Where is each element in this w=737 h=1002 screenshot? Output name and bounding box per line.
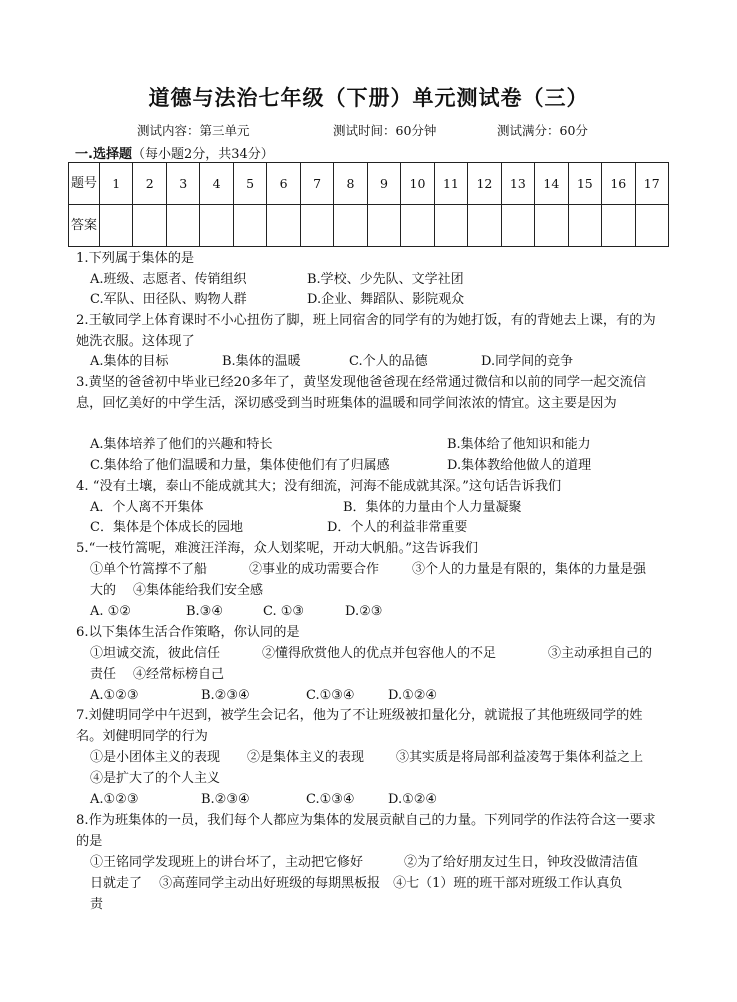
number-cell: 8 bbox=[334, 163, 367, 205]
answer-cell[interactable] bbox=[401, 205, 434, 247]
q5-statement-2: ②事业的成功需要合作 bbox=[249, 562, 380, 577]
q6-statement-4: ④经常标榜自己 bbox=[133, 667, 225, 682]
answer-cell[interactable] bbox=[602, 205, 635, 247]
answer-cell[interactable] bbox=[300, 205, 333, 247]
number-cell: 17 bbox=[635, 163, 669, 205]
number-cell: 14 bbox=[535, 163, 568, 205]
q6-statement-3: ③主动承担自己的 bbox=[548, 646, 653, 661]
q2-option-a: A.集体的目标 bbox=[90, 354, 169, 369]
section-label: 一.选择题 bbox=[75, 147, 132, 162]
q6-option-d: D.①②④ bbox=[388, 688, 438, 703]
q5-option-c: C. ①③ bbox=[263, 604, 305, 619]
answer-cell[interactable] bbox=[501, 205, 534, 247]
answer-cell[interactable] bbox=[100, 205, 133, 247]
number-cell: 2 bbox=[133, 163, 166, 205]
q7-statement-3: ③其实质是将局部利益凌驾于集体利益之上 bbox=[396, 750, 644, 765]
q8-statement-4-cont: 责 bbox=[90, 897, 104, 912]
q3-option-a: A.集体培养了他们的兴趣和特长 bbox=[90, 437, 273, 452]
q6-option-c: C.①③④ bbox=[306, 688, 355, 703]
answer-cell[interactable] bbox=[635, 205, 669, 247]
q1-option-a: A.班级、志愿者、传销组织 bbox=[90, 272, 247, 287]
q7-statement-2: ②是集体主义的表现 bbox=[247, 750, 365, 765]
answer-cell[interactable] bbox=[367, 205, 400, 247]
number-cell: 16 bbox=[602, 163, 635, 205]
q6-option-b: B.②③④ bbox=[201, 688, 250, 703]
q6-stem: 6.以下集体生活合作策略，你认同的是 bbox=[76, 625, 300, 640]
q6-statement-3-cont: 责任 bbox=[90, 667, 117, 682]
q5-option-b: B.③④ bbox=[186, 604, 223, 619]
answer-cell[interactable] bbox=[434, 205, 467, 247]
answer-table bbox=[68, 162, 669, 247]
section-heading bbox=[75, 143, 274, 162]
number-cell: 12 bbox=[468, 163, 501, 205]
q8-statement-2: ②为了给好朋友过生日，钟玫没做清洁值 bbox=[404, 855, 639, 870]
q6-statement-2: ②懂得欣赏他人的优点并包容他人的不足 bbox=[262, 646, 497, 661]
q5-option-a: A. ①② bbox=[90, 604, 131, 619]
number-cell: 7 bbox=[300, 163, 333, 205]
q4-option-b: B．集体的力量由个人力量凝聚 bbox=[343, 500, 522, 515]
q2-option-d: D.同学间的竞争 bbox=[481, 354, 574, 369]
q7-stem: 7.刘健明同学中午迟到，被学生会记名，他为了不让班级被扣量化分，就谎报了其他班级同学的姓名。刘健明同学的行为 bbox=[76, 708, 643, 744]
q2-stem: 2.王敏同学上体育课时不小心扭伤了脚，班上同宿舍的同学有的为她打饭，有的背她去上课，有的为她洗衣服。这体现了 bbox=[76, 313, 656, 349]
number-cell: 6 bbox=[267, 163, 300, 205]
row-header-number: 题号 bbox=[69, 163, 100, 205]
test-time: 测试时间：60分钟 bbox=[333, 123, 437, 138]
q7-statement-1: ①是小团体主义的表现 bbox=[90, 750, 221, 765]
q1-option-d: D.企业、舞蹈队、影院观众 bbox=[307, 292, 465, 307]
q3-option-c: C.集体给了他们温暖和力量，集体使他们有了归属感 bbox=[90, 458, 390, 473]
q3-option-d: D.集体教给他做人的道理 bbox=[447, 458, 592, 473]
q5-statement-3: ③个人的力量是有限的，集体的力量是强 bbox=[412, 562, 647, 577]
q7-option-d: D.①②④ bbox=[388, 792, 438, 807]
answer-cell[interactable] bbox=[200, 205, 233, 247]
number-cell: 13 bbox=[501, 163, 534, 205]
q2-option-b: B.集体的温暖 bbox=[222, 354, 301, 369]
q8-stem: 8.作为班集体的一员，我们每个人都应为集体的发展贡献自己的力量。下列同学的作法符合这一要求的是 bbox=[76, 813, 656, 849]
q5-statement-1: ①单个竹篙撑不了船 bbox=[90, 562, 208, 577]
number-cell: 9 bbox=[367, 163, 400, 205]
row-header-answer: 答案 bbox=[69, 205, 100, 247]
q8-statements-3-4: 日就走了 ③高莲同学主动出好班级的每期黑板报 ④七（1）班的班干部对班级工作认真负 bbox=[90, 876, 623, 891]
number-cell: 1 bbox=[100, 163, 133, 205]
q7-option-a: A.①②③ bbox=[90, 792, 139, 807]
number-cell: 3 bbox=[166, 163, 199, 205]
question-number-row bbox=[69, 163, 669, 205]
q7-option-b: B.②③④ bbox=[201, 792, 250, 807]
answer-cell[interactable] bbox=[133, 205, 166, 247]
q7-statement-4: ④是扩大了的个人主义 bbox=[90, 771, 221, 786]
q6-statement-1: ①坦诚交流，彼此信任 bbox=[90, 646, 221, 661]
q2-option-c: C.个人的品德 bbox=[349, 354, 428, 369]
answer-cell[interactable] bbox=[535, 205, 568, 247]
q3-option-b: B.集体给了他知识和能力 bbox=[447, 437, 591, 452]
q5-statement-4: ④集体能给我们安全感 bbox=[133, 583, 264, 598]
test-score: 测试满分：60分 bbox=[497, 123, 588, 138]
q4-stem: 4. “没有土壤，泰山不能成就其大；没有细流，河海不能成就其深。”这句话告诉我们 bbox=[76, 479, 562, 494]
number-cell: 5 bbox=[233, 163, 266, 205]
q3-stem: 3.黄坚的爸爸初中毕业已经20多年了，黄坚发现他爸爸现在经常通过微信和以前的同学一起交流信息，回忆美好的中学生活，深切感受到当时班集体的温暖和同学间浓浓的情宜。这主要是因为 bbox=[76, 375, 647, 411]
q5-option-d: D.②③ bbox=[345, 604, 383, 619]
answer-row bbox=[69, 205, 669, 247]
answer-cell[interactable] bbox=[568, 205, 601, 247]
q8-statement-1: ①王铭同学发现班上的讲台坏了，主动把它修好 bbox=[90, 855, 364, 870]
q7-option-c: C.①③④ bbox=[306, 792, 355, 807]
number-cell: 15 bbox=[568, 163, 601, 205]
q6-option-a: A.①②③ bbox=[90, 688, 139, 703]
section-note: （每小题2分，共34分） bbox=[131, 147, 274, 162]
answer-cell[interactable] bbox=[468, 205, 501, 247]
q1-stem: 1.下列属于集体的是 bbox=[76, 251, 195, 266]
answer-cell[interactable] bbox=[267, 205, 300, 247]
q4-option-a: A．个人离不开集体 bbox=[90, 500, 204, 515]
test-content: 测试内容：第三单元 bbox=[137, 123, 250, 138]
q4-option-d: D．个人的利益非常重要 bbox=[327, 520, 468, 535]
answer-cell[interactable] bbox=[166, 205, 199, 247]
q5-stem: 5.“一枝竹篙呢，难渡汪洋海，众人划桨呢，开动大帆船。”这告诉我们 bbox=[76, 541, 478, 556]
answer-cell[interactable] bbox=[233, 205, 266, 247]
answer-cell[interactable] bbox=[334, 205, 367, 247]
q1-option-c: C.军队、田径队、购物人群 bbox=[90, 292, 247, 307]
page-title: 道德与法治七年级（下册）单元测试卷（三） bbox=[148, 86, 589, 110]
number-cell: 10 bbox=[401, 163, 434, 205]
number-cell: 11 bbox=[434, 163, 467, 205]
q4-option-c: C．集体是个体成长的园地 bbox=[90, 520, 243, 535]
q1-option-b: B.学校、少先队、文学社团 bbox=[307, 272, 464, 287]
number-cell: 4 bbox=[200, 163, 233, 205]
q5-statement-3-cont: 大的 bbox=[90, 583, 117, 598]
